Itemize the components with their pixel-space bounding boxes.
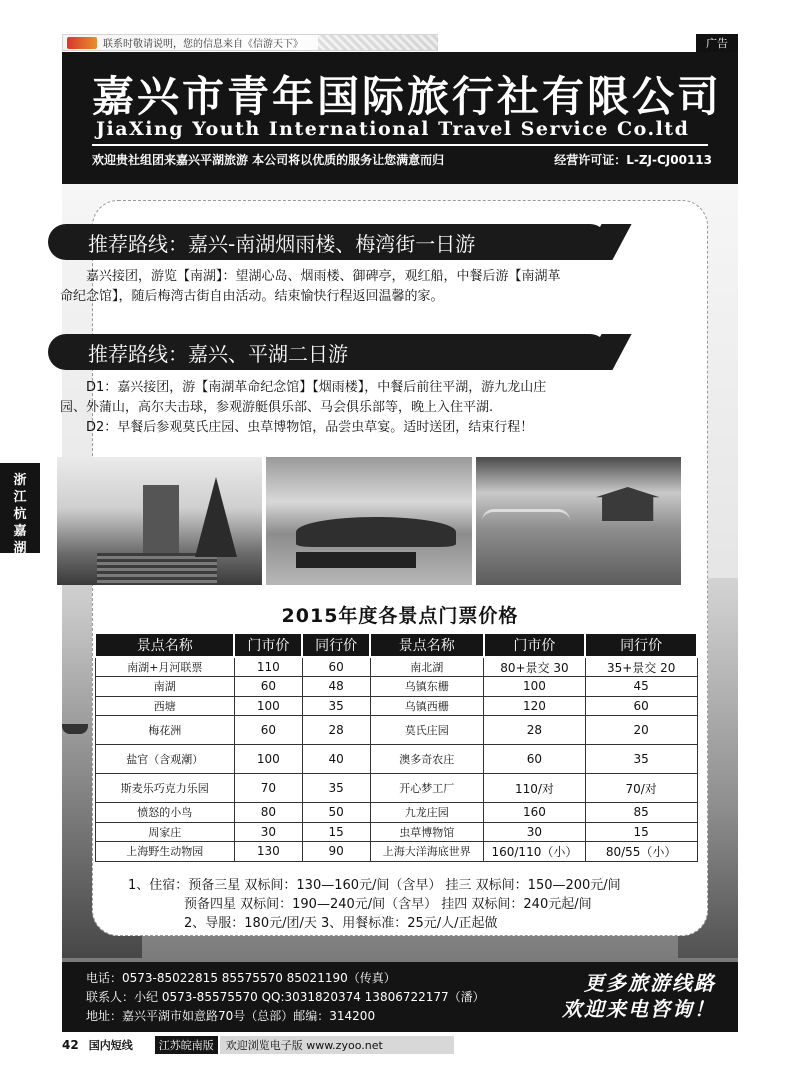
red-boat-lake-photo (266, 457, 471, 585)
address-line: 地址：嘉兴平湖市如意路70号（总部）邮编：314200 (86, 1009, 376, 1023)
contact-footer (62, 962, 738, 1032)
price-cell: 48 (302, 677, 370, 697)
price-cell: 60 (484, 745, 586, 774)
table-row (95, 677, 697, 697)
scenery-photos (57, 457, 681, 585)
lake-pavilion-photo (476, 457, 681, 585)
photo-tree (195, 477, 237, 557)
photo-boat (296, 552, 416, 568)
table-row (95, 822, 697, 842)
table-row (95, 716, 697, 745)
source-note-text: 联系时敬请说明，您的信息来自《信游天下》 (103, 39, 303, 50)
edition-label: 江苏皖南版 (155, 1036, 218, 1054)
price-cell: 110 (234, 657, 302, 677)
route-1-line: 命纪念馆】，随后梅湾古街自由活动。结束愉快行程返回温馨的家。 (60, 289, 444, 304)
price-cell: 70 (234, 774, 302, 803)
region-char: 浙 (13, 473, 27, 488)
attraction-name-cell: 南北湖 (370, 657, 484, 677)
table-row (95, 774, 697, 803)
region-char: 湖 (13, 541, 27, 556)
attraction-name-cell: 斯麦乐巧克力乐园 (95, 774, 234, 803)
page-footer (62, 1036, 454, 1054)
price-cell: 30 (234, 822, 302, 842)
decorative-pattern (318, 35, 438, 50)
region-char: 嘉 (13, 524, 27, 539)
section-category: 国内短线 (88, 1039, 133, 1052)
contact-person-line: 联系人：小纪 0573-85575570 QQ:3031820374 13806722177（潘） (86, 990, 485, 1004)
price-cell: 35 (302, 696, 370, 716)
attraction-name-cell: 虫草博物馆 (370, 822, 484, 842)
note-line: 预备四星 双标间：190—240元/间（含早） 挂四 双标间：240元起/间 (184, 897, 592, 912)
pricing-notes (128, 876, 621, 933)
attraction-name-cell: 南湖+月河联票 (95, 657, 234, 677)
price-cell: 130 (234, 842, 302, 862)
price-cell: 35 (302, 774, 370, 803)
price-cell: 35 (585, 745, 697, 774)
price-cell: 80+景交 30 (484, 657, 586, 677)
route-1-description (60, 267, 580, 307)
attraction-name-cell: 愤怒的小鸟 (95, 803, 234, 823)
price-cell: 35+景交 20 (585, 657, 697, 677)
price-cell: 28 (302, 716, 370, 745)
attraction-name-cell: 九龙庄园 (370, 803, 484, 823)
welcome-call-line: 欢迎来电咨询！ (562, 997, 716, 1021)
page-number: 42 (62, 1038, 79, 1052)
attraction-name-cell: 乌镇东栅 (370, 677, 484, 697)
ticket-price-table (94, 632, 698, 862)
route-1-line: 嘉兴接团，游览【南湖】：望湖心岛、烟雨楼、御碑亭，观红船，中餐后游【南湖革 (86, 269, 561, 284)
price-cell: 120 (484, 696, 586, 716)
price-table-title: 2015年度各景点门票价格 (281, 605, 519, 627)
attraction-name-cell: 开心梦工厂 (370, 774, 484, 803)
photo-steps (97, 553, 217, 585)
price-cell: 60 (234, 716, 302, 745)
attraction-name-cell: 盐官（含观潮） (95, 745, 234, 774)
price-cell: 110/对 (484, 774, 586, 803)
price-cell: 50 (302, 803, 370, 823)
photo-pavilion (596, 487, 660, 521)
route-2-line: D1：嘉兴接团，游【南湖革命纪念馆】【烟雨楼】，中餐后前往平湖，游九龙山庄 (86, 380, 547, 395)
route-1-title: 推荐路线：嘉兴-南湖烟雨楼、梅湾街一日游 (88, 231, 476, 256)
price-cell: 15 (302, 822, 370, 842)
attraction-name-cell: 莫氏庄园 (370, 716, 484, 745)
table-row (95, 803, 697, 823)
column-header: 门市价 (484, 633, 586, 657)
company-header (62, 52, 738, 184)
contact-info (86, 969, 485, 1026)
table-header-row (95, 633, 697, 657)
attraction-name-cell: 梅花洲 (95, 716, 234, 745)
note-line: 1、住宿：预备三星 双标间：130—160元/间（含早） 挂三 双标间：150—200元/间 (128, 878, 621, 893)
column-header: 景点名称 (370, 633, 484, 657)
phone-line: 电话：0573-85022815 85575570 85021190（传真） (86, 971, 396, 985)
photo-bridge (482, 509, 570, 521)
price-cell: 85 (585, 803, 697, 823)
price-cell: 80/55（小） (585, 842, 697, 862)
attraction-name-cell: 周家庄 (95, 822, 234, 842)
attraction-name-cell: 澳多奇农庄 (370, 745, 484, 774)
memorial-hall-photo (57, 457, 262, 585)
column-header: 门市价 (234, 633, 302, 657)
price-cell: 28 (484, 716, 586, 745)
price-cell: 45 (585, 677, 697, 697)
route-2-line: D2：早餐后参观莫氏庄园、虫草博物馆，品尝虫草宴。适时送团，结束行程！ (86, 420, 534, 435)
price-cell: 60 (585, 696, 697, 716)
route-2-heading (48, 334, 608, 370)
region-char: 杭 (13, 507, 27, 522)
price-cell: 160/110（小） (484, 842, 586, 862)
boat-icon (62, 724, 88, 734)
business-license: 经营许可证：L-ZJ-CJ00113 (554, 153, 712, 167)
price-cell: 100 (484, 677, 586, 697)
ad-tag: 广告 (696, 34, 738, 52)
price-cell: 70/对 (585, 774, 697, 803)
attraction-name-cell: 西塘 (95, 696, 234, 716)
column-header: 同行价 (585, 633, 697, 657)
route-2-title: 推荐路线：嘉兴、平湖二日游 (88, 341, 348, 366)
note-line: 2、导服：180元/团/天 3、用餐标准：25元/人/正起做 (184, 916, 498, 931)
photo-island (296, 517, 456, 547)
table-row (95, 842, 697, 862)
table-row (95, 696, 697, 716)
attraction-name-cell: 南湖 (95, 677, 234, 697)
attraction-name-cell: 上海野生动物园 (95, 842, 234, 862)
price-cell: 80 (234, 803, 302, 823)
route-2-line: 园、外蒲山，高尔夫击球，参观游艇俱乐部、马会俱乐部等，晚上入住平湖. (60, 400, 494, 415)
price-cell: 160 (484, 803, 586, 823)
company-slogan: 欢迎贵社组团来嘉兴平湖旅游 本公司将以优质的服务让您满意而归 (92, 153, 445, 167)
column-header: 景点名称 (95, 633, 234, 657)
price-cell: 40 (302, 745, 370, 774)
route-1-heading (48, 224, 608, 260)
price-cell: 60 (302, 657, 370, 677)
header-divider (92, 144, 708, 146)
attraction-name-cell: 乌镇西栅 (370, 696, 484, 716)
company-name-en: JiaXing Youth International Travel Service Co.ltd (96, 118, 690, 140)
table-row (95, 657, 697, 677)
price-cell: 100 (234, 745, 302, 774)
more-routes-line: 更多旅游线路 (584, 971, 716, 995)
magazine-logo-icon (67, 37, 97, 49)
attraction-name-cell: 上海大洋海底世界 (370, 842, 484, 862)
more-routes-callout (562, 970, 716, 1022)
price-cell: 20 (585, 716, 697, 745)
price-cell: 100 (234, 696, 302, 716)
route-2-description (60, 378, 580, 438)
column-header: 同行价 (302, 633, 370, 657)
price-cell: 90 (302, 842, 370, 862)
price-cell: 60 (234, 677, 302, 697)
region-char: 江 (13, 490, 27, 505)
website-link[interactable]: 欢迎浏览电子版 www.zyoo.net (220, 1036, 454, 1054)
price-cell: 30 (484, 822, 586, 842)
photo-building (143, 485, 179, 555)
price-cell: 15 (585, 822, 697, 842)
region-side-tab (0, 463, 40, 556)
company-name-cn: 嘉兴市青年国际旅行社有限公司 (92, 72, 723, 121)
table-row (95, 745, 697, 774)
